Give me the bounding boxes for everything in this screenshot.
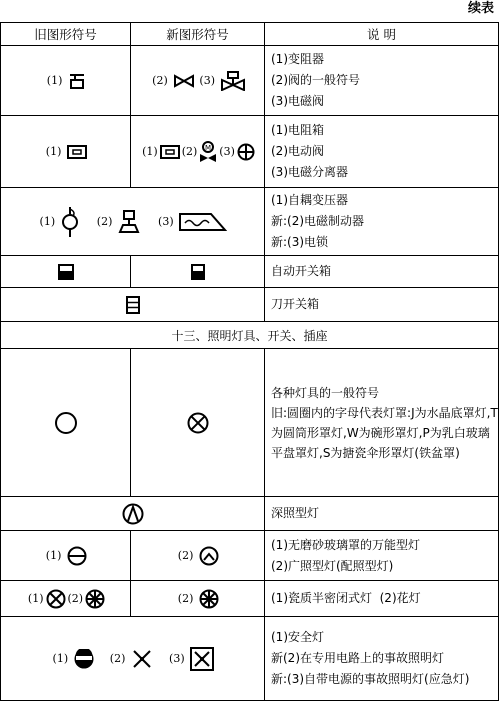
symbol-cell	[1, 497, 265, 531]
motor-valve-icon	[199, 141, 217, 163]
chandelier-icon	[85, 589, 105, 609]
brake-icon	[118, 210, 140, 234]
electric-lock-icon	[179, 213, 227, 231]
desc-cell: 刀开关箱	[265, 288, 499, 322]
old-symbol-cell: (1)	[1, 531, 131, 581]
self-powered-emergency-lamp-icon	[190, 647, 214, 671]
desc-cell: (1)变阻器 (2)阀的一般符号 (3)电磁阀	[265, 46, 499, 116]
table-row	[1, 531, 499, 581]
old-symbol-cell: (1)	[1, 46, 131, 116]
table-row	[1, 256, 499, 288]
header-old: 旧图形符号	[1, 23, 131, 46]
solenoid-valve-icon	[221, 71, 245, 91]
old-symbol-cell: (1) (2)	[1, 581, 131, 617]
resistor-box-icon	[67, 145, 87, 159]
symbol-table	[0, 22, 499, 701]
resistor-box-icon	[160, 145, 180, 159]
safety-lamp-icon	[74, 649, 94, 669]
desc-cell: (1)无磨砂玻璃罩的万能型灯 (2)广照型灯(配照型灯)	[265, 531, 499, 581]
chandelier-icon	[199, 589, 219, 609]
symbol-cell: (1) (2) (3)	[1, 188, 265, 256]
continued-label: 续表	[467, 1, 494, 16]
auto-switch-box-icon	[58, 264, 74, 280]
lamp-circle-icon	[54, 411, 78, 435]
header-new: 新图形符号	[131, 23, 265, 46]
section-title: 十三、照明灯具、开关、插座	[1, 322, 499, 349]
svg-text:M: M	[205, 143, 212, 152]
new-symbol-cell	[131, 256, 265, 288]
symbol-cell: (1) (2) (3)	[1, 617, 265, 701]
header-desc: 说 明	[265, 23, 499, 46]
auto-switch-box-icon	[191, 264, 205, 280]
autotransformer-icon	[61, 206, 79, 238]
desc-cell: 各种灯具的一般符号 旧:圆圈内的字母代表灯罩:J为水晶底罩灯,T为圆筒形罩灯,W为碗形罩灯,P为乳白玻璃平盘罩灯,S为搪瓷伞形罩灯(铁盆罩)	[265, 349, 499, 497]
knife-switch-box-icon	[126, 296, 140, 314]
table-row	[1, 288, 499, 322]
desc-cell: (1)瓷质半密闭式灯 (2)花灯	[265, 581, 499, 617]
table-row	[1, 46, 499, 116]
table-row	[1, 349, 499, 497]
emergency-lamp-icon	[131, 648, 153, 670]
old-symbol-cell	[1, 256, 131, 288]
desc-cell: (1)安全灯 新(2)在专用电路上的事故照明灯 新:(3)自带电源的事故照明灯(应急灯)	[265, 617, 499, 701]
deep-reflector-lamp-icon	[122, 503, 144, 525]
new-symbol-cell: (2)	[131, 581, 265, 617]
table-row	[1, 116, 499, 188]
rheostat-icon	[68, 72, 86, 90]
desc-cell: (1)自耦变压器 新:(2)电磁制动器 新:(3)电锁	[265, 188, 499, 256]
valve-icon	[174, 74, 194, 88]
symbol-cell	[1, 288, 265, 322]
table-row	[1, 188, 499, 256]
new-symbol-cell	[131, 349, 265, 497]
desc-cell: 深照型灯	[265, 497, 499, 531]
desc-cell: (1)电阻箱 (2)电动阀 (3)电磁分离器	[265, 116, 499, 188]
header-row	[1, 23, 499, 46]
universal-lamp-icon	[67, 546, 87, 566]
table-row	[1, 617, 499, 701]
table-row	[1, 497, 499, 531]
wide-reflector-lamp-icon	[199, 546, 219, 566]
new-symbol-cell: (1) (2) M (3)	[131, 116, 265, 188]
lamp-cross-icon	[187, 412, 209, 434]
table-row	[1, 581, 499, 617]
section-row	[1, 322, 499, 349]
semi-sealed-lamp-icon	[46, 589, 66, 609]
old-symbol-cell: (1)	[1, 116, 131, 188]
desc-cell: 自动开关箱	[265, 256, 499, 288]
magnetic-separator-icon	[237, 143, 255, 161]
old-symbol-cell	[1, 349, 131, 497]
new-symbol-cell: (2)	[131, 531, 265, 581]
new-symbol-cell: (2) (3)	[131, 46, 265, 116]
